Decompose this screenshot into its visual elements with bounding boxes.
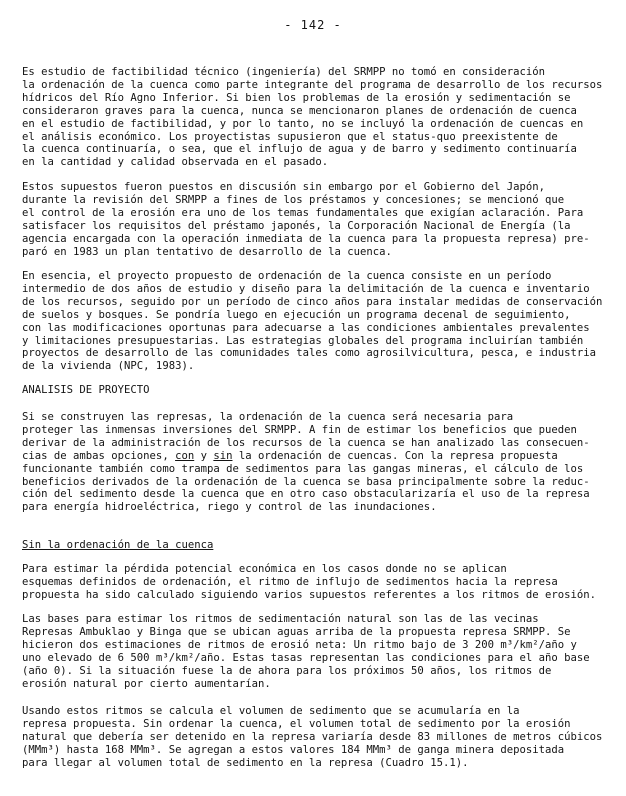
section-heading-analisis: ANALISIS DE PROYECTO — [22, 384, 150, 396]
text-fragment: y — [194, 449, 214, 462]
text-line: Es estudio de factibilidad técnico (ingeniería) del SRMPP no tomó en consideración — [22, 66, 545, 78]
underlined-word-sin: sin — [213, 449, 233, 462]
text-line: propuesta ha sido calculado siguiendo varios supuestos referentes a los ritmos de erosión. — [22, 588, 597, 601]
text-line: erosión natural por cierto aumentarían. — [22, 677, 271, 690]
text-line: en el estudio de factibilidad, y por lo tanto, no se incluyó la ordenación de cuencas en — [22, 117, 584, 130]
text-line: consideraron graves para la cuenca, nunca se mencionaron planes de ordenación de cuenca — [22, 104, 577, 117]
text-line: de suelos y bosques. Se pondría luego en ejecución un programa decenal de seguimiento, — [22, 308, 571, 321]
text-line: ción del sedimento desde la cuenca que en otro caso obstacularizaría el uso de la represa — [22, 488, 590, 501]
text-line: la ordenación de la cuenca como parte integrante del programa de desarrollo de los recursos — [22, 78, 603, 91]
text-line: (año 0). Si la situación fuese la de ahora para los próximos 50 años, los ritmos de — [22, 664, 552, 677]
text-line: para energía hidroeléctrica, riego y control de las inundaciones. — [22, 501, 437, 514]
text-line: la cuenca continuaría, o sea, que el influjo de agua y de barro y sedimento continuaría — [22, 143, 577, 156]
text-line: funcionante también como trampa de sedimentos para las gangas mineras, el cálculo de los — [22, 462, 584, 475]
text-line: paró en 1983 un plan tentativo de desarrollo de la cuenca. — [22, 245, 392, 258]
section-heading-sin-ordenacion: Sin la ordenación de la cuenca — [22, 539, 214, 551]
text-line: y limitaciones presupuestarias. Las estrategias globales del programa incluirían también — [22, 334, 584, 347]
text-line: Para estimar la pérdida potencial económica en los casos donde no se aplican — [22, 563, 507, 575]
paragraph-japan-review — [22, 181, 618, 258]
text-line: satisfacer los requisitos del préstamo japonés, la Corporación Nacional de Energía (la — [22, 219, 571, 232]
text-line: agencia encargada con la operación inmediata de la cuenca para la propuesta represa) pre- — [22, 232, 590, 245]
text-line: proteger las inmensas inversiones del SRMPP. A fin de estimar los beneficios que pueden — [22, 423, 577, 436]
text-line: Represas Ambuklao y Binga que se ubican aguas arriba de la propuesta represa SRMPP. Se — [22, 625, 571, 638]
text-line: Si se construyen las represas, la ordenación de la cuenca será necesaria para — [22, 411, 514, 423]
text-line: con las modificaciones oportunas para adecuarse a las condiciones ambientales prevalentes — [22, 321, 590, 334]
text-line: intermedio de dos años de estudio y diseño para la delimitación de la cuenca e inventario — [22, 282, 590, 295]
text-line: beneficios derivados de la ordenación de la cuenca se basa principalmente sobre la reduc- — [22, 475, 590, 488]
paragraph-project-essence — [22, 270, 618, 373]
text-fragment: cias de ambas opciones, — [22, 449, 176, 462]
text-line: esquemas definidos de ordenación, el ritmo de influjo de sedimentos hacia la represa — [22, 575, 558, 588]
page-number: - 142 - — [284, 18, 342, 32]
paragraph-potential-loss — [22, 563, 618, 602]
paragraph-project-analysis — [22, 411, 618, 514]
text-line: de los recursos, seguido por un período de cinco años para instalar medidas de conservación — [22, 295, 603, 308]
text-line: natural que debería ser detenido en la represa variaría desde 83 millones de metros cúbicos — [22, 730, 603, 743]
text-line: de la vivienda (NPC, 1983). — [22, 360, 195, 373]
text-line: Estos supuestos fueron puestos en discusión sin embargo por el Gobierno del Japón, — [22, 181, 545, 193]
text-line: represa propuesta. Sin ordenar la cuenca, el volumen total de sedimento por la erosión — [22, 717, 571, 730]
text-line-with-underline — [22, 450, 618, 463]
text-line: el análisis económico. Los proyectistas supusieron que el status-quo preexistente de — [22, 130, 558, 143]
text-line: derivar de la administración de los recursos de la cuenca se han analizado las consecuen- — [22, 436, 590, 449]
text-line: proyectos de desarrollo de las comunidades tales como agrosilvicultura, pesca, e industria — [22, 347, 597, 360]
text-line: hídricos del Río Agno Inferior. Si bien los problemas de la erosión y sedimentación se — [22, 91, 571, 104]
text-line: para llegar al volumen total de sedimento en la represa (Cuadro 15.1). — [22, 756, 469, 769]
text-line: Las bases para estimar los ritmos de sedimentación natural son las de las vecinas — [22, 613, 539, 625]
text-line: en la cantidad y calidad observada en el pasado. — [22, 156, 329, 169]
underlined-word-con: con — [175, 449, 195, 462]
text-fragment: la ordenación de cuencas. Con la represa propuesta — [232, 449, 558, 462]
text-line: el control de la erosión era uno de los temas fundamentales que exigían aclaración. Para — [22, 206, 584, 219]
paragraph-sediment-volume — [22, 705, 618, 770]
text-line: uno elevado de 6 500 m³/km²/año. Estas tasas representan las condiciones para el año base — [22, 651, 590, 664]
text-line: En esencia, el proyecto propuesto de ordenación de la cuenca consiste en un período — [22, 270, 552, 282]
text-line: (MMm³) hasta 168 MMm³. Se agregan a estos valores 184 MMm³ de ganga minera depositada — [22, 743, 565, 756]
paragraph-feasibility-study — [22, 66, 618, 169]
text-line: hicieron dos estimaciones de ritmos de erosió neta: Un ritmo bajo de 3 200 m³/km²/año y — [22, 638, 577, 651]
paragraph-sedimentation-rates — [22, 613, 618, 690]
text-line: durante la revisión del SRMPP a fines de los préstamos y concesiones; se mencionó que — [22, 193, 565, 206]
text-line: Usando estos ritmos se calcula el volumen de sedimento que se acumularía en la — [22, 705, 520, 717]
